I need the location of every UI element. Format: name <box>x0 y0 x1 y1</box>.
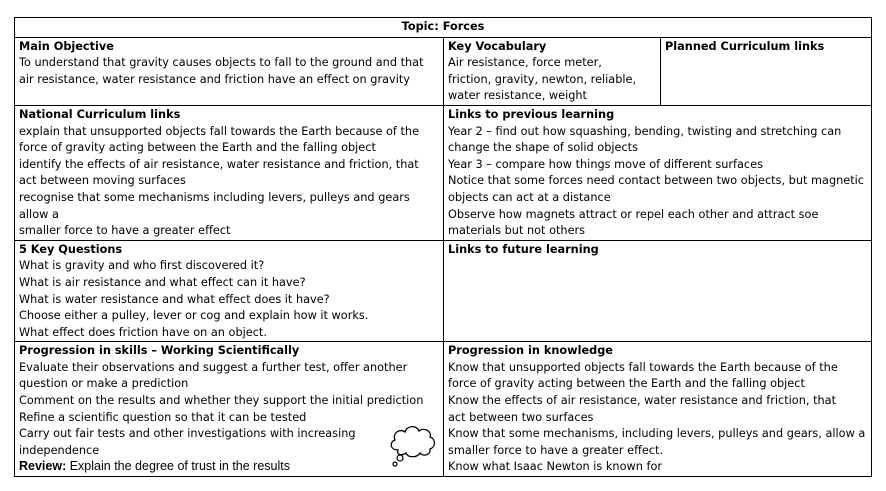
knowledge-cell <box>444 342 872 477</box>
skills-line: Refine a scientific question so that it can be tested <box>19 410 307 424</box>
thought-cloud-icon <box>386 420 438 470</box>
skills-line: question or make a prediction <box>19 377 189 391</box>
key-question: What effect does friction have on an object. <box>19 325 267 339</box>
key-questions-cell <box>15 240 444 342</box>
planned-curriculum-cell <box>661 37 872 105</box>
previous-learning-line: objects can act at a distance <box>448 190 611 204</box>
previous-learning-line: Year 3 – compare how things move of different surfaces <box>448 157 763 171</box>
knowledge-line: act between two surfaces <box>448 410 594 424</box>
knowledge-line: Know what Isaac Newton is known for <box>448 460 663 474</box>
previous-learning-cell <box>444 105 872 240</box>
national-curriculum-line: act between moving surfaces <box>19 174 186 188</box>
skills-line: Comment on the results and whether they support the initial prediction <box>19 394 424 408</box>
key-question: Choose either a pulley, lever or cog and explain how it works. <box>19 309 369 323</box>
planned-curriculum-heading: Planned Curriculum links <box>665 39 825 53</box>
key-questions-heading: 5 Key Questions <box>19 242 123 256</box>
key-question: What is gravity and who first discovered it? <box>19 259 265 273</box>
skills-line: Evaluate their observations and suggest a further test, offer another <box>19 360 408 374</box>
main-objective-line: To understand that gravity causes objects to fall to the ground and that <box>19 56 424 70</box>
key-vocabulary-heading: Key Vocabulary <box>448 39 547 53</box>
previous-learning-line: change the shape of solid objects <box>448 141 638 155</box>
main-objective-line: air resistance, water resistance and friction have an effect on gravity <box>19 72 410 86</box>
key-question: What is water resistance and what effect does it have? <box>19 292 330 306</box>
previous-learning-heading: Links to previous learning <box>448 107 615 121</box>
key-vocabulary-line: Air resistance, force meter, <box>448 56 602 70</box>
key-vocabulary-line: friction, gravity, newton, reliable, <box>448 72 637 86</box>
previous-learning-line: Year 2 – find out how squashing, bending, twisting and stretching can <box>448 124 842 138</box>
national-curriculum-line: identify the effects of air resistance, water resistance and friction, that <box>19 157 419 171</box>
key-vocabulary-line: water resistance, weight <box>448 89 587 103</box>
national-curriculum-cell <box>15 105 444 240</box>
previous-learning-line: materials but not others <box>448 224 586 238</box>
topic-title: Topic: Forces <box>15 18 872 38</box>
review-text: Explain the degree of trust in the results <box>66 459 290 474</box>
main-objective-cell <box>15 37 444 105</box>
key-question: What is air resistance and what effect can it have? <box>19 275 306 289</box>
future-learning-heading: Links to future learning <box>448 242 599 256</box>
previous-learning-line: Observe how magnets attract or repel each other and attract soe <box>448 207 819 221</box>
skills-cell <box>15 342 444 477</box>
knowledge-line: smaller force to have a greater effect. <box>448 443 664 457</box>
skills-heading: Progression in skills – Working Scientifically <box>19 344 300 358</box>
national-curriculum-line: recognise that some mechanisms including levers, pulleys and gears allow a <box>19 190 410 221</box>
previous-learning-line: Notice that some forces need contact between two objects, but magnetic <box>448 174 864 188</box>
forces-planning-table <box>14 17 872 477</box>
future-learning-cell <box>444 240 872 342</box>
skills-line: independence <box>19 443 100 457</box>
national-curriculum-line: force of gravity acting between the Earth and the falling object <box>19 141 376 155</box>
national-curriculum-line: explain that unsupported objects fall towards the Earth because of the <box>19 124 420 138</box>
review-label: Review: <box>19 459 67 474</box>
national-curriculum-line: smaller force to have a greater effect <box>19 224 231 238</box>
main-objective-heading: Main Objective <box>19 39 114 53</box>
key-vocabulary-cell <box>444 37 661 105</box>
knowledge-line: Know that unsupported objects fall towards the Earth because of the <box>448 360 838 374</box>
knowledge-line: Know the effects of air resistance, water resistance and friction, that <box>448 394 837 408</box>
knowledge-line: Know that some mechanisms, including levers, pulleys and gears, allow a <box>448 427 866 441</box>
knowledge-line: force of gravity acting between the Earth and the falling object <box>448 377 805 391</box>
knowledge-heading: Progression in knowledge <box>448 344 613 358</box>
national-curriculum-heading: National Curriculum links <box>19 107 181 121</box>
review-line <box>19 459 439 474</box>
skills-line: Carry out fair tests and other investigations with increasing <box>19 427 356 441</box>
